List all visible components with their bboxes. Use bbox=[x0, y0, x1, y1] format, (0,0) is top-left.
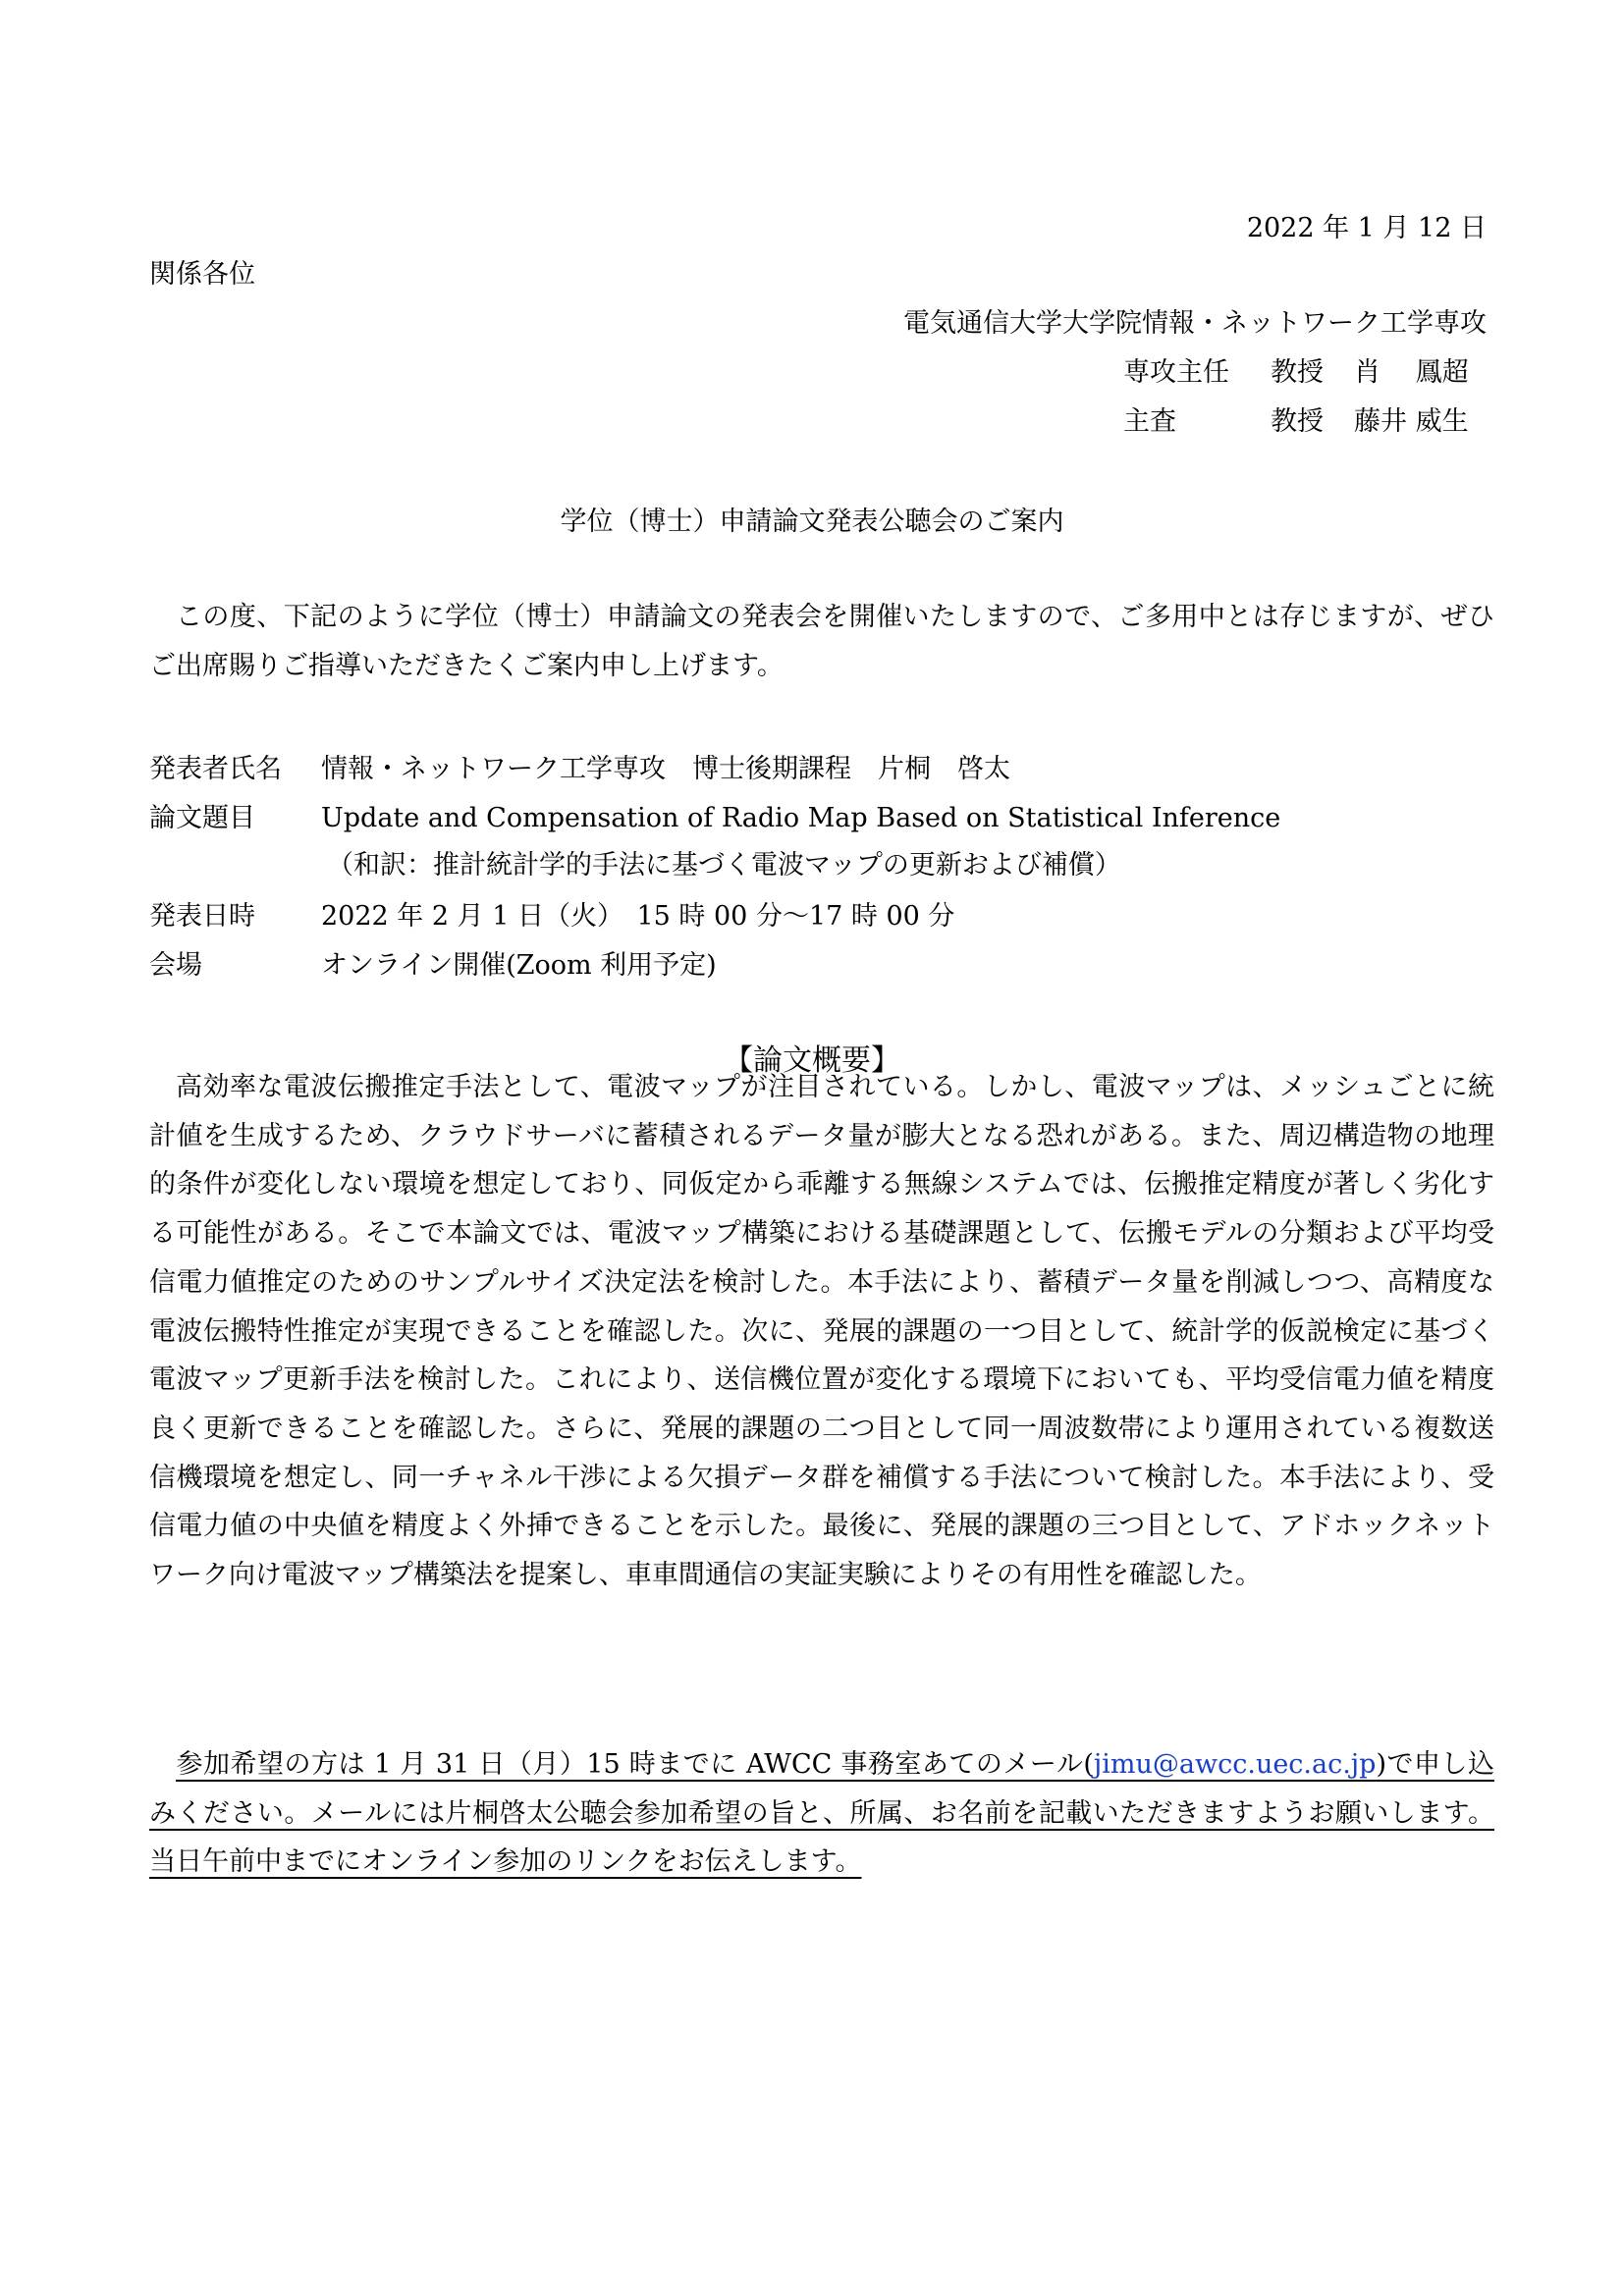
venue-label: 会場 bbox=[149, 950, 202, 981]
notice-text-after-email: )で申し込みください。メールには片桐啓太公聴会参加希望の旨と、所属、お名前を記載いただきますようお願いします。当日午前中までにオンライン参加のリンクをお伝えします。 bbox=[149, 1749, 1494, 1877]
intro-paragraph: この度、下記のように学位（博士）申請論文の発表会を開催いたしますので、ご多用中とは存じますが、ぜひご出席賜りご指導いただきたくご案内申し上げます。 bbox=[149, 602, 1494, 681]
recipient: 関係各位 bbox=[149, 259, 255, 290]
signer-row bbox=[1123, 408, 1487, 438]
venue-value: オンライン開催(Zoom 利用予定) bbox=[321, 950, 717, 981]
signer-row bbox=[1123, 359, 1487, 389]
signer-name: 藤井 威生 bbox=[1354, 406, 1469, 437]
thesis-title-translation: （和訳：推計統計学的手法に基づく電波マップの更新および補償） bbox=[327, 850, 1121, 881]
document-title: 学位（博士）申請論文発表公聴会のご案内 bbox=[560, 507, 1064, 537]
sender-organization: 電気通信大学大学院情報・ネットワーク工学専攻 bbox=[903, 308, 1487, 339]
summary-body: 高効率な電波伝搬推定手法として、電波マップが注目されている。しかし、電波マップは、メッシュごとに統計値を生成するため、クラウドサーバに蓄積されるデータ量が膨大となる恐れがある。また、周辺構造物の地理的条件が変化しない環境を想定しており、同仮定から乖離する無線システムでは、伝搬推定精度が著しく劣化する可能性がある。そこで本論文では、電波マップ構築における基礎課題として、伝搬モデルの分類および平均受信電力値推定のためのサンプルサイズ決定法を検討した。本手法により、蓄積データ量を削減しつつ、高精度な電波伝搬特性推定が実現できることを確認した。次に、発展的課題の一つ目として、統計学的仮説検定に基づく電波マップ更新手法を検討した。これにより、送信機位置が変化する環境下においても、平均受信電力値を精度良く更新できることを確認した。さらに、発展的課題の二つ目として同一周波数帯により運用されている複数送信機環境を想定し、同一チャネル干渉による欠損データ群を補償する手法について検討した。本手法により、受信電力値の中央値を精度よく外挿できることを示した。最後に、発展的課題の三つ目として、アドホックネットワーク向け電波マップ構築法を提案し、車車間通信の実証実験によりその有用性を確認した。 bbox=[149, 1072, 1494, 1591]
signer-title: 教授 bbox=[1271, 357, 1324, 388]
presenter-label: 発表者氏名 bbox=[149, 754, 282, 784]
signer-title: 教授 bbox=[1271, 406, 1324, 437]
signer-role: 専攻主任 bbox=[1123, 357, 1229, 388]
notice-text-before-email: 参加希望の方は 1 月 31 日（月）15 時までに AWCC 事務室あてのメール( bbox=[176, 1749, 1094, 1780]
signer-name: 肖 鳳超 bbox=[1354, 357, 1469, 388]
datetime-value: 2022 年 2 月 1 日（火） 15 時 00 分～17 時 00 分 bbox=[321, 901, 955, 932]
document-date: 2022 年 1 月 12 日 bbox=[1246, 213, 1487, 243]
thesis-title-label: 論文題目 bbox=[149, 803, 255, 833]
datetime-label: 発表日時 bbox=[149, 901, 255, 932]
summary-heading: 【論文概要】 bbox=[724, 1043, 900, 1078]
thesis-title-value: Update and Compensation of Radio Map Based on Statistical Inference bbox=[321, 803, 1281, 833]
signer-role: 主査 bbox=[1123, 406, 1176, 437]
presenter-value: 情報・ネットワーク工学専攻 博士後期課程 片桐 啓太 bbox=[321, 754, 1010, 784]
participation-notice bbox=[149, 1740, 1494, 1887]
contact-email-link[interactable]: jimu@awcc.uec.ac.jp bbox=[1093, 1749, 1377, 1780]
